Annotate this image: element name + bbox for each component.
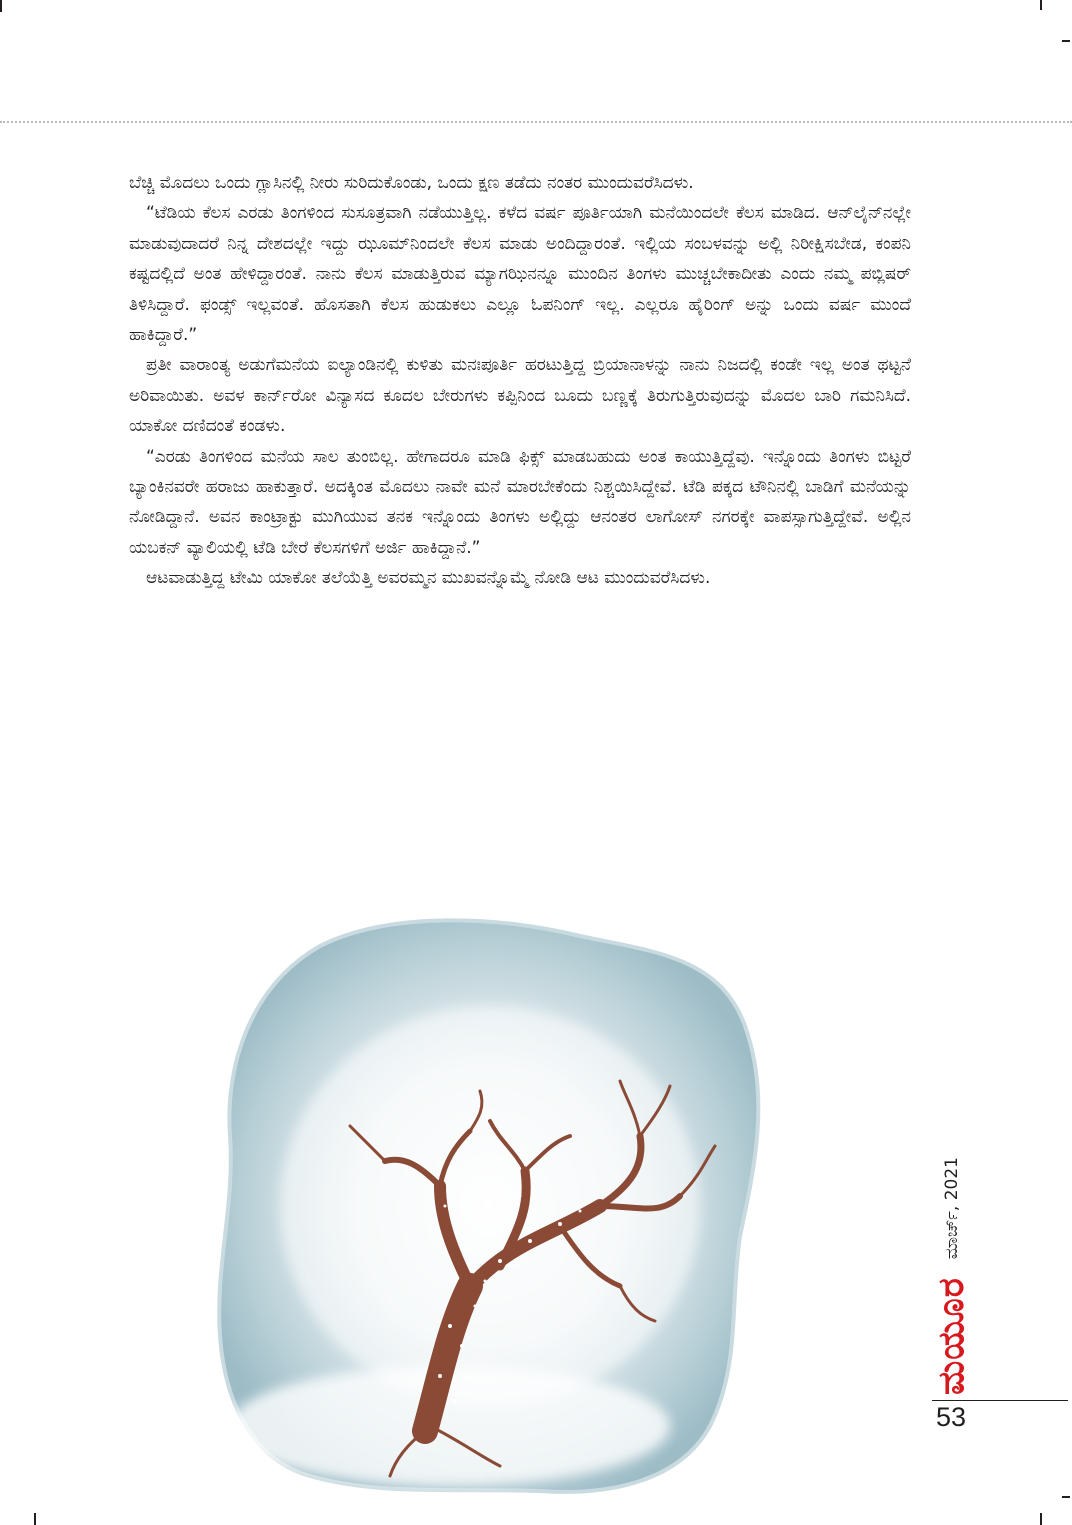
- crop-mark-bottom-right: [1040, 1513, 1042, 1525]
- crop-mark-right-top: [1062, 40, 1070, 42]
- crop-mark-right-bottom: [1062, 1496, 1070, 1498]
- issue-date: ಮಾರ್ಚ್, 2021: [942, 1157, 962, 1260]
- crop-mark-top-left: [0, 0, 2, 12]
- page-number-rule: [932, 1400, 1068, 1401]
- article-paragraph-1: ಬೆಚ್ಚಿ ಮೊದಲು ಒಂದು ಗ್ಲಾಸಿನಲ್ಲಿ ನೀರು ಸುರಿದುಕೊಂಡು, ಒಂದು ಕ್ಷಣ ತಡೆದು ನಂತರ ಮುಂದುವರೆಸಿದಳು.: [129, 173, 694, 193]
- crop-mark-bottom-left: [34, 1513, 36, 1525]
- magazine-logo: ಮಯೂರ: [931, 1277, 972, 1395]
- article-paragraph-2: “ಟೆಡಿಯ ಕೆಲಸ ಎರಡು ತಿಂಗಳಿಂದ ಸುಸೂತ್ರವಾಗಿ ನಡೆಯುತ್ತಿಲ್ಲ. ಕಳೆದ ವರ್ಷ ಪೂರ್ತಿಯಾಗಿ ಮನೆಯಿಂದಲೇ ಕೆಲಸ ಮಾಡಿದ. ಆನ್‌ಲೈನ್‌ನಲ್ಲೇ ಮಾಡುವುದಾದರೆ ನಿನ್ನ ದೇಶದಲ್ಲೇ ಇದ್ದು ಝೂಮ್‌ನಿಂದಲೇ ಕೆಲಸ ಮಾಡು ಅಂದಿದ್ದಾರಂತೆ. ಇಲ್ಲಿಯ ಸಂಬಳವನ್ನು ಅಲ್ಲಿ ನಿರೀಕ್ಷಿಸಬೇಡ, ಕಂಪನಿ ಕಷ್ಟದಲ್ಲಿದೆ ಅಂತ ಹೇಳಿದ್ದಾರಂತೆ. ನಾನು ಕೆಲಸ ಮಾಡುತ್ತಿರುವ ಮ್ಯಾಗಝಿನನ್ನೂ ಮುಂದಿನ ತಿಂಗಳು ಮುಚ್ಚಬೇಕಾದೀತು ಎಂದು ನಮ್ಮ ಪಬ್ಲಿಷರ್ ತಿಳಿಸಿದ್ದಾರೆ. ಫಂಡ್ಸ್ ಇಲ್ಲವಂತೆ. ಹೊಸತಾಗಿ ಕೆಲಸ ಹುಡುಕಲು ಎಲ್ಲೂ ಓಪನಿಂಗ್ ಇಲ್ಲ. ಎಲ್ಲರೂ ಹೈರಿಂಗ್ ಅನ್ನು ಒಂದು ವರ್ಷ ಮುಂದೆ ಹಾಕಿದ್ದಾರೆ.”: [129, 203, 911, 346]
- page-number: 53: [936, 1402, 967, 1432]
- header-dotted-rule: [0, 121, 1072, 123]
- crop-mark-top-right: [1040, 0, 1042, 10]
- article-paragraph-3: ಪ್ರತೀ ವಾರಾಂತ್ಯ ಅಡುಗೆಮನೆಯ ಐಲ್ಯಾಂಡಿನಲ್ಲಿ ಕುಳಿತು ಮನಃಪೂರ್ತಿ ಹರಟುತ್ತಿದ್ದ ಬ್ರಿಯಾನಾಳನ್ನು ನಾನು ನಿಜದಲ್ಲಿ ಕಂಡೇ ಇಲ್ಲ ಅಂತ ಥಟ್ಟನೆ ಅರಿವಾಯಿತು. ಅವಳ ಕಾರ್ನ್‌ರೋ ವಿನ್ಯಾಸದ ಕೂದಲ ಬೇರುಗಳು ಕಪ್ಪಿನಿಂದ ಬೂದು ಬಣ್ಣಕ್ಕೆ ತಿರುಗುತ್ತಿರುವುದನ್ನು ಮೊದಲ ಬಾರಿ ಗಮನಿಸಿದೆ. ಯಾಕೋ ದಣಿದಂತೆ ಕಂಡಳು.: [129, 355, 911, 437]
- magazine-sidebar: [932, 1075, 972, 1395]
- snowy-tree-illustration: [200, 906, 780, 1506]
- article-paragraph-4: “ಎರಡು ತಿಂಗಳಿಂದ ಮನೆಯ ಸಾಲ ತುಂಬಿಲ್ಲ. ಹೇಗಾದರೂ ಮಾಡಿ ಫಿಕ್ಸ್ ಮಾಡಬಹುದು ಅಂತ ಕಾಯುತ್ತಿದ್ದೆವು. ಇನ್ನೊಂದು ತಿಂಗಳು ಬಿಟ್ಟರೆ ಬ್ಯಾಂಕಿನವರೇ ಹರಾಜು ಹಾಕುತ್ತಾರೆ. ಅದಕ್ಕಿಂತ ಮೊದಲು ನಾವೇ ಮನೆ ಮಾರಬೇಕೆಂದು ನಿಶ್ಚಯಿಸಿದ್ದೇವೆ. ಟೆಡಿ ಪಕ್ಕದ ಟೌನಿನಲ್ಲಿ ಬಾಡಿಗೆ ಮನೆಯನ್ನು ನೋಡಿದ್ದಾನೆ. ಅವನ ಕಾಂಟ್ರಾಕ್ಟು ಮುಗಿಯುವ ತನಕ ಇನ್ನೊಂದು ತಿಂಗಳು ಅಲ್ಲಿದ್ದು ಆನಂತರ ಲಾಗೋಸ್ ನಗರಕ್ಕೇ ವಾಪಸ್ಸಾಗುತ್ತಿದ್ದೇವೆ. ಅಲ್ಲಿನ ಯಬಕನ್ ವ್ಯಾಲಿಯಲ್ಲಿ ಟೆಡಿ ಬೇರೆ ಕೆಲಸಗಳಿಗೆ ಅರ್ಜಿ ಹಾಕಿದ್ದಾನೆ.”: [129, 446, 911, 558]
- article-body: [129, 168, 911, 594]
- article-paragraph-5: ಆಟವಾಡುತ್ತಿದ್ದ ಟೇಮಿ ಯಾಕೋ ತಲೆಯೆತ್ತಿ ಅವರಮ್ಮನ ಮುಖವನ್ನೊಮ್ಮೆ ನೋಡಿ ಆಟ ಮುಂದುವರೆಸಿದಳು.: [146, 568, 711, 589]
